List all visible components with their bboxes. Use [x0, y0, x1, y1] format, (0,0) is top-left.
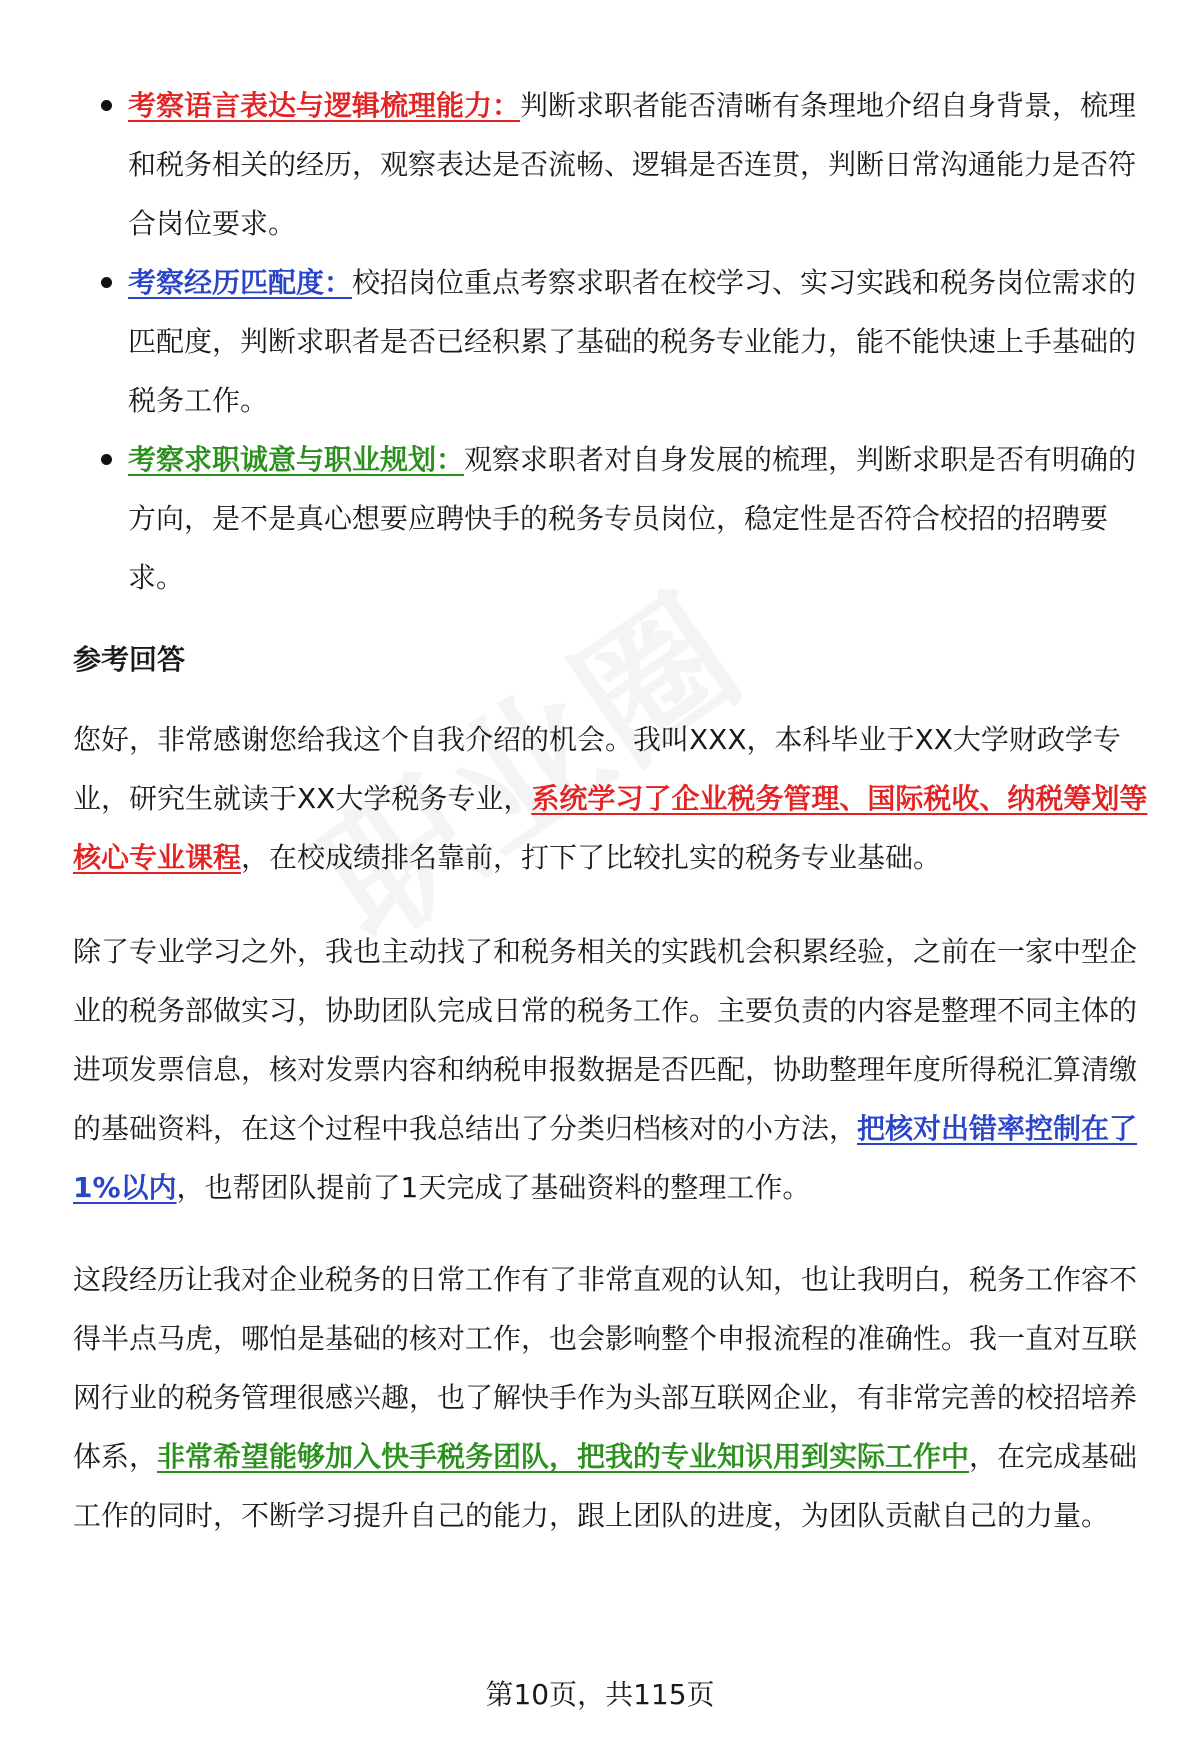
criteria-list: [95, 76, 1155, 607]
bullet-dot-icon: [101, 454, 112, 465]
criteria-label: 考察语言表达与逻辑梳理能力：: [128, 89, 521, 122]
paragraph-highlight: 把核对出错率控制在了1%以内: [73, 1112, 1138, 1204]
paragraph-text: 您好，非常感谢您给我这个自我介绍的机会。我叫XXX，本科毕业于XX大学财政学专业，研究生就读于XX大学税务专业，: [73, 723, 1121, 815]
paragraph-highlight: 非常希望能够加入快手税务团队，把我的专业知识用到实际工作中: [157, 1440, 970, 1473]
bullet-dot-icon: [101, 100, 112, 111]
page-number: 第10页，共115页: [485, 1678, 715, 1711]
criteria-text: 观察求职者对自身发展的梳理，判断求职是否有明确的方向，是不是真心想要应聘快手的税务专员岗位，稳定性是否符合校招的招聘要求。: [128, 443, 1137, 594]
criteria-text: 判断求职者能否清晰有条理地介绍自身背景，梳理和税务相关的经历，观察表达是否流畅、逻辑是否连贯，判断日常沟通能力是否符合岗位要求。: [128, 89, 1137, 240]
answer-paragraph: [73, 922, 1158, 1217]
paragraph-highlight: 系统学习了企业税务管理、国际税收、纳税筹划等核心专业课程: [73, 782, 1148, 874]
paragraph-text: ，在完成基础工作的同时，不断学习提升自己的能力，跟上团队的进度，为团队贡献自己的力量。: [73, 1440, 1138, 1532]
criteria-label: 考察求职诚意与职业规划：: [128, 443, 465, 476]
section-heading: 参考回答: [73, 643, 186, 676]
criteria-label: 考察经历匹配度：: [128, 266, 353, 299]
criteria-item-sincerity: [95, 430, 1155, 607]
paragraph-text: ，也帮团队提前了1天完成了基础资料的整理工作。: [176, 1171, 811, 1204]
answer-paragraph: [73, 1250, 1158, 1545]
bullet-dot-icon: [101, 277, 112, 288]
answer-paragraph: [73, 710, 1158, 887]
criteria-item-experience: [95, 253, 1155, 430]
paragraph-text: 除了专业学习之外，我也主动找了和税务相关的实践机会积累经验，之前在一家中型企业的税务部做实习，协助团队完成日常的税务工作。主要负责的内容是整理不同主体的进项发票信息，核对发票内容和纳税申报数据是否匹配，协助整理年度所得税汇算清缴的基础资料，在这个过程中我总结出了分类归档核对的小方法，: [73, 935, 1138, 1145]
criteria-item-language: [95, 76, 1155, 253]
paragraph-text: ，在校成绩排名靠前，打下了比较扎实的税务专业基础。: [241, 841, 942, 874]
criteria-text: 校招岗位重点考察求职者在校学习、实习实践和税务岗位需求的匹配度，判断求职者是否已经积累了基础的税务专业能力，能不能快速上手基础的税务工作。: [128, 266, 1137, 417]
paragraph-text: 这段经历让我对企业税务的日常工作有了非常直观的认知，也让我明白，税务工作容不得半点马虎，哪怕是基础的核对工作，也会影响整个申报流程的准确性。我一直对互联网行业的税务管理很感兴趣，也了解快手作为头部互联网企业，有非常完善的校招培养体系，: [73, 1263, 1138, 1473]
